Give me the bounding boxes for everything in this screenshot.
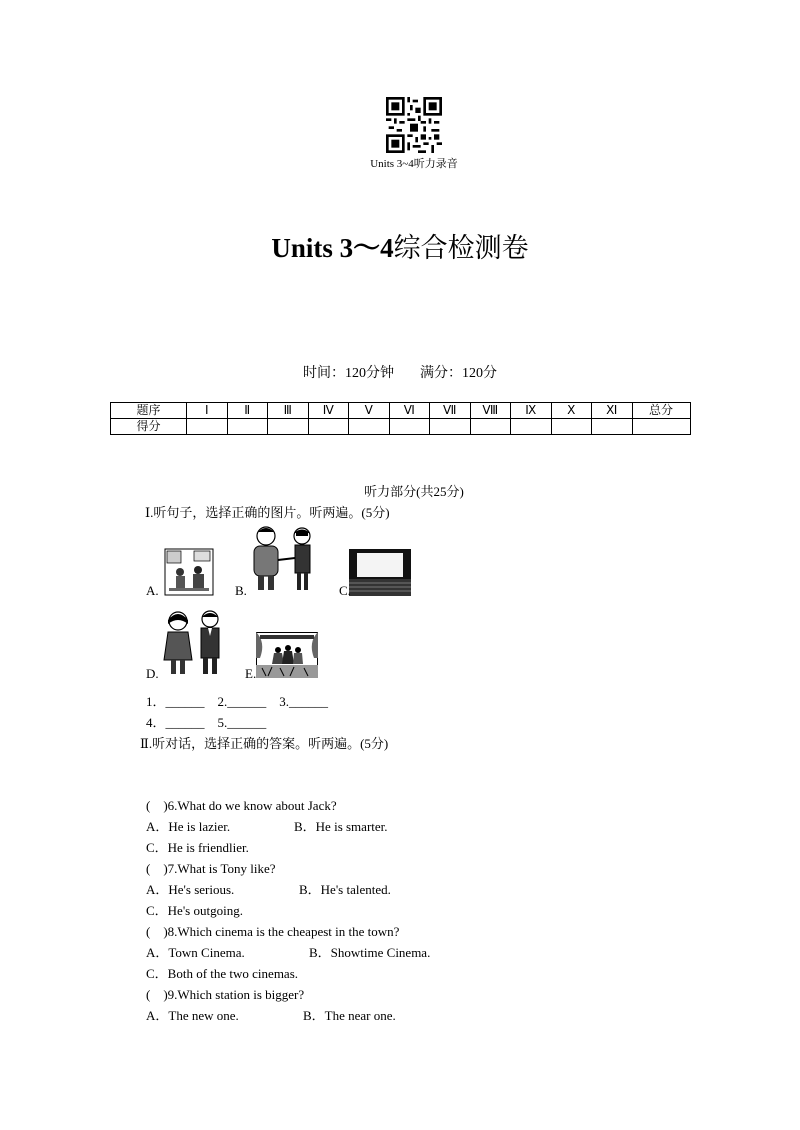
- score-table-col: Ⅶ: [430, 403, 471, 419]
- option-8c[interactable]: C．Both of the two cinemas.: [146, 966, 299, 981]
- score-cell[interactable]: [592, 419, 633, 435]
- picture-e-label: E.: [245, 666, 257, 681]
- score-table-header-row: [111, 403, 691, 419]
- qr-code-icon: [386, 97, 442, 153]
- picture-d-label: D.: [146, 666, 159, 681]
- score-table-col: Ⅹ: [551, 403, 592, 419]
- score-cell[interactable]: [268, 419, 309, 435]
- question-7: ( )7.What is Tony like?: [146, 861, 276, 876]
- option-6a[interactable]: A．He is lazier.: [146, 819, 231, 834]
- picture-a-label: A.: [146, 583, 159, 598]
- title-latin: Units 3～4: [271, 233, 394, 263]
- score-table-col: Ⅰ: [187, 403, 228, 419]
- picture-d-icon: [160, 608, 230, 678]
- score-table-col: Ⅴ: [349, 403, 390, 419]
- option-6b[interactable]: B．He is smarter.: [294, 819, 388, 834]
- part1-title: Ⅰ.听句子，选择正确的图片。听两遍。(5分): [145, 505, 390, 520]
- score-table-score-row: [111, 419, 691, 435]
- question-8: ( )8.Which cinema is the cheapest in the town?: [146, 924, 400, 939]
- option-6c[interactable]: C．He is friendlier.: [146, 840, 249, 855]
- option-9a[interactable]: A．The new one.: [146, 1008, 239, 1023]
- question-9: ( )9.Which station is bigger?: [146, 987, 305, 1002]
- score-table-col: Ⅵ: [389, 403, 430, 419]
- option-7c[interactable]: C．He's outgoing.: [146, 903, 243, 918]
- option-7b[interactable]: B．He's talented.: [299, 882, 391, 897]
- option-9b[interactable]: B．The near one.: [303, 1008, 396, 1023]
- option-7a[interactable]: A．He's serious.: [146, 882, 235, 897]
- score-cell[interactable]: [430, 419, 471, 435]
- answer-line-1[interactable]: 1．______ 2.______ 3.______: [146, 694, 329, 709]
- picture-a-icon: [164, 548, 214, 596]
- picture-e-icon: [256, 632, 318, 678]
- score-cell[interactable]: [227, 419, 268, 435]
- score-cell[interactable]: [349, 419, 390, 435]
- score-cell[interactable]: [632, 419, 690, 435]
- question-6: ( )6.What do we know about Jack?: [146, 798, 337, 813]
- score-table-col: Ⅳ: [308, 403, 349, 419]
- exam-time: 时间：120分钟: [303, 366, 394, 381]
- score-cell[interactable]: [470, 419, 511, 435]
- option-8b[interactable]: B．Showtime Cinema.: [309, 945, 431, 960]
- score-cell[interactable]: [308, 419, 349, 435]
- score-table-col: Ⅸ: [511, 403, 552, 419]
- picture-b-icon: [246, 524, 320, 594]
- score-table-row-label: 题序: [111, 403, 187, 419]
- score-cell[interactable]: [389, 419, 430, 435]
- exam-info: [0, 362, 800, 382]
- score-cell[interactable]: [511, 419, 552, 435]
- title-cn: 综合检测卷: [393, 233, 529, 263]
- score-table: [110, 402, 691, 435]
- picture-c-icon: [349, 549, 411, 596]
- part2-title: Ⅱ.听对话，选择正确的答案。听两遍。(5分): [140, 736, 389, 751]
- qr-caption: Units 3~4听力录音: [370, 158, 458, 170]
- listening-heading: 听力部分(共25分): [364, 484, 464, 499]
- score-table-col: Ⅷ: [470, 403, 511, 419]
- exam-full-score: 满分：120分: [420, 366, 497, 381]
- score-table-col: Ⅱ: [227, 403, 268, 419]
- page-title: [0, 226, 800, 265]
- score-table-col: Ⅺ: [592, 403, 633, 419]
- score-table-row-label: 得分: [111, 419, 187, 435]
- answer-line-2[interactable]: 4．______ 5.______: [146, 715, 267, 730]
- picture-c-label: C.: [339, 583, 351, 598]
- score-table-col: 总分: [632, 403, 690, 419]
- score-cell[interactable]: [551, 419, 592, 435]
- picture-b-label: B.: [235, 583, 247, 598]
- score-cell[interactable]: [187, 419, 228, 435]
- score-table-col: Ⅲ: [268, 403, 309, 419]
- option-8a[interactable]: A．Town Cinema.: [146, 945, 245, 960]
